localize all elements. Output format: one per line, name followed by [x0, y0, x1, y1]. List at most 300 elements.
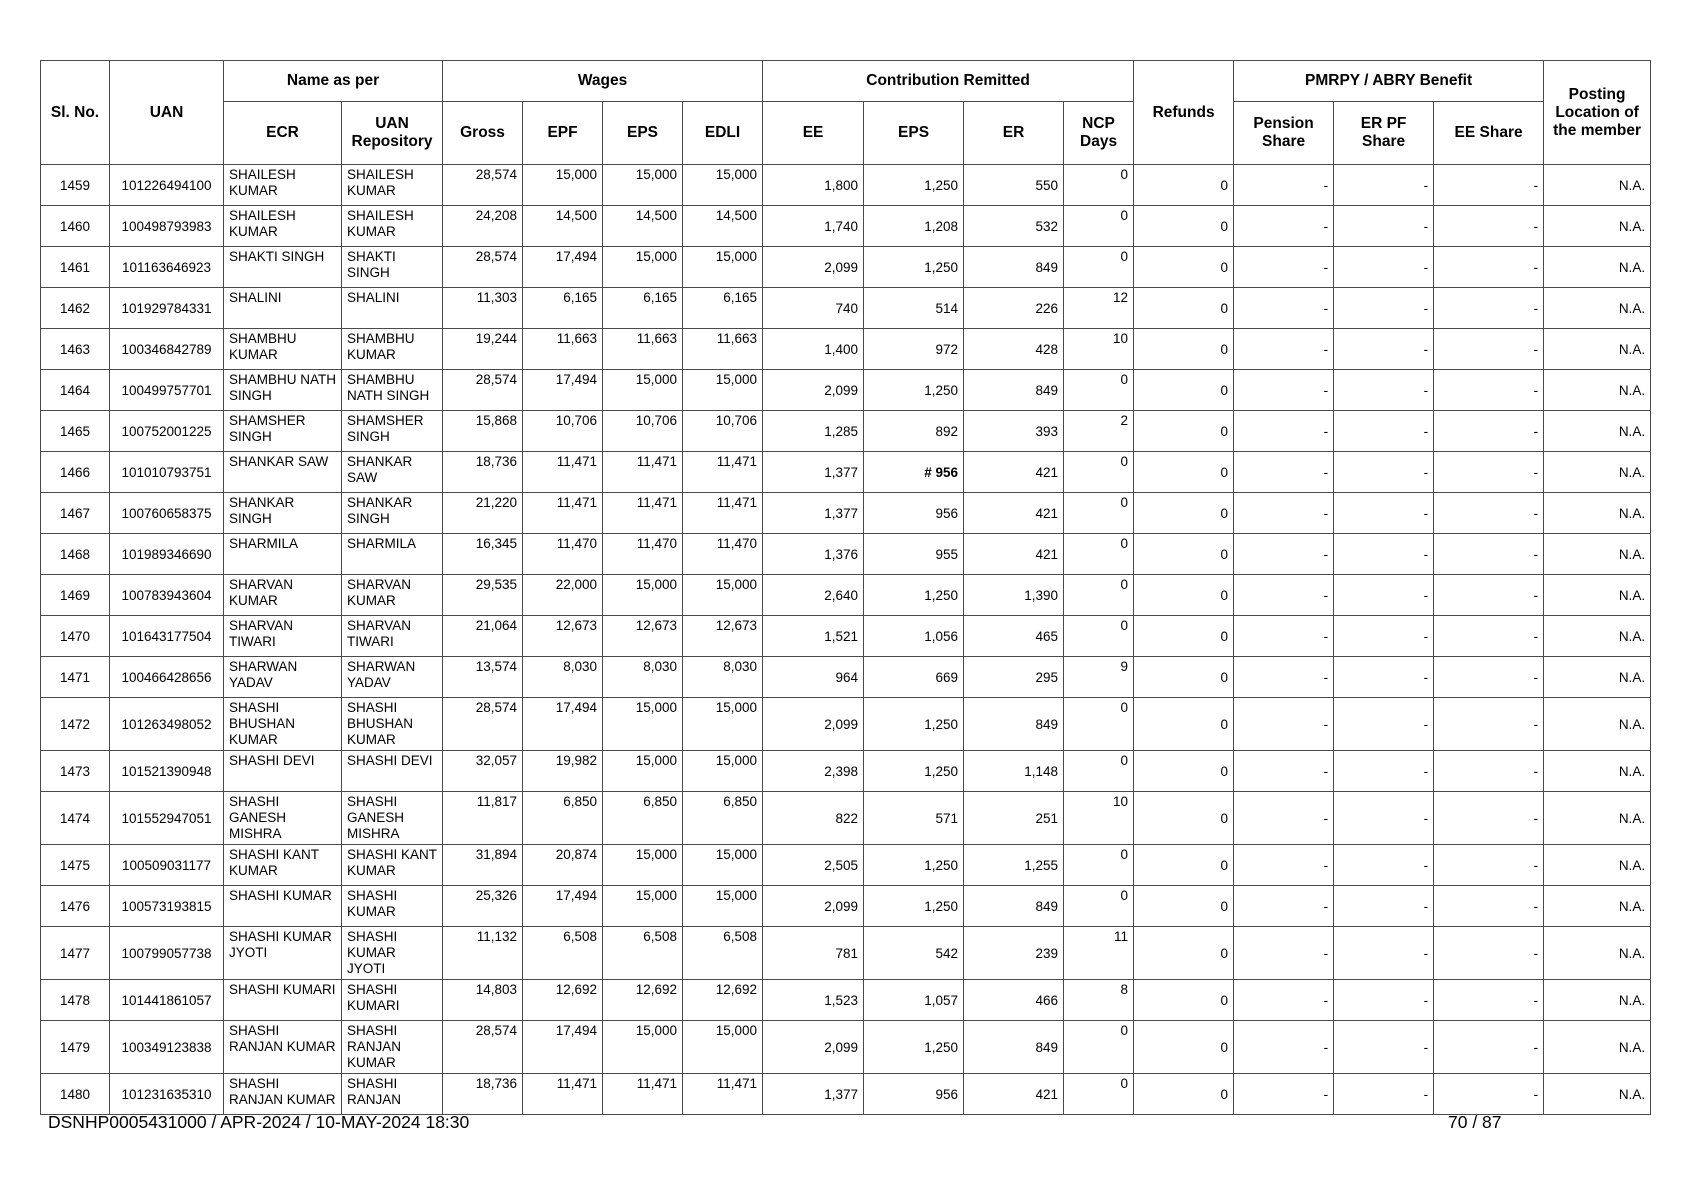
cell-er: 532 — [964, 206, 1064, 247]
cell-contrib-eps: 571 — [864, 792, 964, 845]
cell-gross: 18,736 — [443, 452, 523, 493]
cell-eps: 15,000 — [603, 165, 683, 206]
cell-eps: 15,000 — [603, 370, 683, 411]
cell-ee-share: - — [1434, 288, 1544, 329]
cell-posting: N.A. — [1544, 1074, 1651, 1115]
cell-eps: 11,470 — [603, 534, 683, 575]
table-row — [41, 1074, 1651, 1115]
cell-contrib-eps: 892 — [864, 411, 964, 452]
cell-ee: 1,400 — [763, 329, 864, 370]
cell-repository-name: SHAKTI SINGH — [342, 247, 443, 288]
cell-edli: 11,471 — [683, 493, 763, 534]
cell-repository-name: SHASHI KUMAR JYOTI — [342, 927, 443, 980]
cell-contrib-eps: 1,208 — [864, 206, 964, 247]
cell-refunds: 0 — [1134, 575, 1234, 616]
cell-ncp-days: 0 — [1064, 1021, 1134, 1074]
cell-ee: 2,099 — [763, 1021, 864, 1074]
cell-gross: 11,132 — [443, 927, 523, 980]
cell-sl-no: 1469 — [41, 575, 110, 616]
cell-contrib-eps: 972 — [864, 329, 964, 370]
cell-ncp-days: 0 — [1064, 370, 1134, 411]
cell-er-pf-share: - — [1334, 206, 1434, 247]
cell-er: 1,255 — [964, 845, 1064, 886]
cell-ncp-days: 0 — [1064, 165, 1134, 206]
cell-pension-share: - — [1234, 247, 1334, 288]
cell-pension-share: - — [1234, 927, 1334, 980]
cell-gross: 28,574 — [443, 698, 523, 751]
cell-uan: 101231635310 — [110, 1074, 224, 1115]
cell-gross: 13,574 — [443, 657, 523, 698]
cell-epf: 11,471 — [523, 1074, 603, 1115]
cell-eps: 15,000 — [603, 1021, 683, 1074]
cell-ee-share: - — [1434, 1074, 1544, 1115]
cell-epf: 19,982 — [523, 751, 603, 792]
cell-posting: N.A. — [1544, 165, 1651, 206]
cell-posting: N.A. — [1544, 657, 1651, 698]
cell-er: 466 — [964, 980, 1064, 1021]
cell-gross: 18,736 — [443, 1074, 523, 1115]
cell-uan: 100498793983 — [110, 206, 224, 247]
cell-epf: 17,494 — [523, 370, 603, 411]
cell-ee-share: - — [1434, 206, 1544, 247]
cell-ee: 2,099 — [763, 247, 864, 288]
cell-ncp-days: 8 — [1064, 980, 1134, 1021]
cell-ncp-days: 0 — [1064, 698, 1134, 751]
cell-sl-no: 1471 — [41, 657, 110, 698]
cell-ecr-name: SHANKAR SINGH — [224, 493, 342, 534]
cell-er-pf-share: - — [1334, 698, 1434, 751]
cell-gross: 31,894 — [443, 845, 523, 886]
cell-er-pf-share: - — [1334, 288, 1434, 329]
cell-er-pf-share: - — [1334, 493, 1434, 534]
cell-ee: 740 — [763, 288, 864, 329]
cell-ee: 2,099 — [763, 886, 864, 927]
cell-er-pf-share: - — [1334, 845, 1434, 886]
cell-repository-name: SHASHI KUMARI — [342, 980, 443, 1021]
cell-ecr-name: SHASHI GANESH MISHRA — [224, 792, 342, 845]
cell-pension-share: - — [1234, 698, 1334, 751]
table-row — [41, 370, 1651, 411]
cell-refunds: 0 — [1134, 411, 1234, 452]
table-row — [41, 1021, 1651, 1074]
table-row — [41, 452, 1651, 493]
cell-ecr-name: SHAMSHER SINGH — [224, 411, 342, 452]
cell-gross: 28,574 — [443, 165, 523, 206]
cell-sl-no: 1472 — [41, 698, 110, 751]
cell-repository-name: SHAILESH KUMAR — [342, 165, 443, 206]
cell-edli: 11,663 — [683, 329, 763, 370]
cell-gross: 28,574 — [443, 247, 523, 288]
cell-er-pf-share: - — [1334, 411, 1434, 452]
table-row — [41, 206, 1651, 247]
cell-posting: N.A. — [1544, 575, 1651, 616]
cell-gross: 16,345 — [443, 534, 523, 575]
cell-sl-no: 1468 — [41, 534, 110, 575]
cell-ee: 1,523 — [763, 980, 864, 1021]
cell-ncp-days: 0 — [1064, 206, 1134, 247]
cell-repository-name: SHASHI KANT KUMAR — [342, 845, 443, 886]
cell-sl-no: 1463 — [41, 329, 110, 370]
cell-ncp-days: 0 — [1064, 575, 1134, 616]
cell-gross: 11,817 — [443, 792, 523, 845]
cell-repository-name: SHASHI DEVI — [342, 751, 443, 792]
cell-uan: 101643177504 — [110, 616, 224, 657]
cell-repository-name: SHANKAR SINGH — [342, 493, 443, 534]
cell-edli: 15,000 — [683, 698, 763, 751]
table-row — [41, 534, 1651, 575]
cell-edli: 11,471 — [683, 1074, 763, 1115]
cell-repository-name: SHASHI RANJAN — [342, 1074, 443, 1115]
cell-contrib-eps: 1,250 — [864, 575, 964, 616]
cell-sl-no: 1479 — [41, 1021, 110, 1074]
cell-uan: 100783943604 — [110, 575, 224, 616]
table-row — [41, 657, 1651, 698]
cell-ecr-name: SHAMBHU NATH SINGH — [224, 370, 342, 411]
cell-contrib-eps: 1,056 — [864, 616, 964, 657]
cell-ncp-days: 0 — [1064, 845, 1134, 886]
cell-ee-share: - — [1434, 657, 1544, 698]
cell-refunds: 0 — [1134, 247, 1234, 288]
cell-refunds: 0 — [1134, 698, 1234, 751]
cell-ee: 1,377 — [763, 1074, 864, 1115]
cell-er: 421 — [964, 452, 1064, 493]
col-epf: EPF — [523, 102, 603, 165]
cell-epf: 17,494 — [523, 886, 603, 927]
document-reference: DSNHP0005431000 / APR-2024 / 10-MAY-2024 18:30 — [48, 1112, 470, 1132]
cell-ee: 2,398 — [763, 751, 864, 792]
cell-ee-share: - — [1434, 980, 1544, 1021]
cell-er-pf-share: - — [1334, 165, 1434, 206]
cell-er: 550 — [964, 165, 1064, 206]
table-row — [41, 288, 1651, 329]
cell-gross: 14,803 — [443, 980, 523, 1021]
cell-er-pf-share: - — [1334, 792, 1434, 845]
cell-ncp-days: 0 — [1064, 493, 1134, 534]
cell-refunds: 0 — [1134, 534, 1234, 575]
cell-refunds: 0 — [1134, 452, 1234, 493]
cell-eps: 6,850 — [603, 792, 683, 845]
cell-epf: 6,508 — [523, 927, 603, 980]
cell-posting: N.A. — [1544, 452, 1651, 493]
cell-contrib-eps: 514 — [864, 288, 964, 329]
cell-ecr-name: SHASHI KANT KUMAR — [224, 845, 342, 886]
cell-edli: 15,000 — [683, 1021, 763, 1074]
cell-pension-share: - — [1234, 886, 1334, 927]
col-group-wages: Wages — [443, 61, 763, 102]
table-body — [41, 165, 1651, 1115]
cell-er-pf-share: - — [1334, 657, 1434, 698]
cell-pension-share: - — [1234, 616, 1334, 657]
cell-repository-name: SHASHI BHUSHAN KUMAR — [342, 698, 443, 751]
cell-er: 465 — [964, 616, 1064, 657]
cell-epf: 6,165 — [523, 288, 603, 329]
cell-ecr-name: SHAKTI SINGH — [224, 247, 342, 288]
cell-gross: 21,220 — [443, 493, 523, 534]
cell-edli: 11,470 — [683, 534, 763, 575]
cell-ee-share: - — [1434, 452, 1544, 493]
cell-eps: 11,471 — [603, 452, 683, 493]
cell-ecr-name: SHALINI — [224, 288, 342, 329]
cell-ncp-days: 2 — [1064, 411, 1134, 452]
table-row — [41, 165, 1651, 206]
cell-ecr-name: SHASHI KUMAR JYOTI — [224, 927, 342, 980]
cell-repository-name: SHARVAN KUMAR — [342, 575, 443, 616]
cell-edli: 12,692 — [683, 980, 763, 1021]
col-uan-repository: UAN Repository — [342, 102, 443, 165]
cell-gross: 32,057 — [443, 751, 523, 792]
cell-pension-share: - — [1234, 370, 1334, 411]
cell-er-pf-share: - — [1334, 452, 1434, 493]
cell-eps: 11,471 — [603, 493, 683, 534]
cell-edli: 15,000 — [683, 845, 763, 886]
cell-uan: 101163646923 — [110, 247, 224, 288]
cell-sl-no: 1460 — [41, 206, 110, 247]
cell-posting: N.A. — [1544, 845, 1651, 886]
cell-posting: N.A. — [1544, 792, 1651, 845]
cell-edli: 6,850 — [683, 792, 763, 845]
cell-sl-no: 1474 — [41, 792, 110, 845]
table-row — [41, 575, 1651, 616]
cell-refunds: 0 — [1134, 792, 1234, 845]
cell-ee-share: - — [1434, 698, 1544, 751]
col-pension-share: Pension Share — [1234, 102, 1334, 165]
table-row — [41, 698, 1651, 751]
cell-er: 849 — [964, 370, 1064, 411]
cell-edli: 15,000 — [683, 247, 763, 288]
col-group-contribution: Contribution Remitted — [763, 61, 1134, 102]
cell-eps: 12,673 — [603, 616, 683, 657]
col-er: ER — [964, 102, 1064, 165]
cell-contrib-eps: 1,250 — [864, 845, 964, 886]
cell-ecr-name: SHARMILA — [224, 534, 342, 575]
cell-repository-name: SHAMSHER SINGH — [342, 411, 443, 452]
cell-er: 421 — [964, 534, 1064, 575]
cell-repository-name: SHARVAN TIWARI — [342, 616, 443, 657]
cell-eps: 11,471 — [603, 1074, 683, 1115]
cell-epf: 14,500 — [523, 206, 603, 247]
cell-ee: 2,640 — [763, 575, 864, 616]
cell-er: 421 — [964, 1074, 1064, 1115]
cell-contrib-eps: 1,057 — [864, 980, 964, 1021]
cell-edli: 10,706 — [683, 411, 763, 452]
cell-epf: 11,470 — [523, 534, 603, 575]
cell-ee-share: - — [1434, 493, 1544, 534]
cell-ee-share: - — [1434, 370, 1544, 411]
cell-ee-share: - — [1434, 886, 1544, 927]
cell-er: 1,148 — [964, 751, 1064, 792]
table-row — [41, 247, 1651, 288]
cell-epf: 17,494 — [523, 1021, 603, 1074]
cell-refunds: 0 — [1134, 288, 1234, 329]
cell-refunds: 0 — [1134, 165, 1234, 206]
cell-edli: 15,000 — [683, 370, 763, 411]
cell-refunds: 0 — [1134, 845, 1234, 886]
col-group-pmrpy: PMRPY / ABRY Benefit — [1234, 61, 1544, 102]
cell-refunds: 0 — [1134, 751, 1234, 792]
cell-epf: 6,850 — [523, 792, 603, 845]
cell-ee-share: - — [1434, 1021, 1544, 1074]
cell-contrib-eps: 956 — [864, 493, 964, 534]
cell-uan: 101263498052 — [110, 698, 224, 751]
cell-eps: 6,165 — [603, 288, 683, 329]
cell-uan: 100499757701 — [110, 370, 224, 411]
cell-ecr-name: SHANKAR SAW — [224, 452, 342, 493]
cell-er: 239 — [964, 927, 1064, 980]
table-row — [41, 792, 1651, 845]
cell-ecr-name: SHASHI RANJAN KUMAR — [224, 1021, 342, 1074]
cell-epf: 15,000 — [523, 165, 603, 206]
cell-epf: 17,494 — [523, 698, 603, 751]
cell-edli: 15,000 — [683, 575, 763, 616]
cell-gross: 29,535 — [443, 575, 523, 616]
cell-er: 849 — [964, 247, 1064, 288]
cell-posting: N.A. — [1544, 927, 1651, 980]
cell-contrib-eps: 955 — [864, 534, 964, 575]
cell-contrib-eps: 956 — [864, 1074, 964, 1115]
page-number: 70 / 87 — [1448, 1112, 1502, 1132]
cell-eps: 14,500 — [603, 206, 683, 247]
cell-er-pf-share: - — [1334, 980, 1434, 1021]
cell-er-pf-share: - — [1334, 751, 1434, 792]
cell-gross: 21,064 — [443, 616, 523, 657]
cell-eps: 10,706 — [603, 411, 683, 452]
cell-posting: N.A. — [1544, 288, 1651, 329]
cell-ee: 1,285 — [763, 411, 864, 452]
cell-contrib-eps: 669 — [864, 657, 964, 698]
cell-er: 251 — [964, 792, 1064, 845]
cell-uan: 101552947051 — [110, 792, 224, 845]
cell-pension-share: - — [1234, 329, 1334, 370]
cell-gross: 25,326 — [443, 886, 523, 927]
col-ee-share: EE Share — [1434, 102, 1544, 165]
cell-uan: 100509031177 — [110, 845, 224, 886]
cell-ee-share: - — [1434, 616, 1544, 657]
cell-sl-no: 1466 — [41, 452, 110, 493]
cell-contrib-eps: 1,250 — [864, 370, 964, 411]
cell-edli: 14,500 — [683, 206, 763, 247]
cell-sl-no: 1465 — [41, 411, 110, 452]
cell-pension-share: - — [1234, 792, 1334, 845]
cell-ncp-days: 9 — [1064, 657, 1134, 698]
cell-pension-share: - — [1234, 493, 1334, 534]
cell-uan: 100346842789 — [110, 329, 224, 370]
cell-repository-name: SHARWAN YADAV — [342, 657, 443, 698]
cell-er-pf-share: - — [1334, 534, 1434, 575]
cell-uan: 101989346690 — [110, 534, 224, 575]
cell-uan: 101226494100 — [110, 165, 224, 206]
cell-ncp-days: 11 — [1064, 927, 1134, 980]
col-group-name-as-per: Name as per — [224, 61, 443, 102]
cell-contrib-eps: # 956 — [864, 452, 964, 493]
cell-ee-share: - — [1434, 845, 1544, 886]
cell-ecr-name: SHARVAN TIWARI — [224, 616, 342, 657]
cell-ncp-days: 0 — [1064, 247, 1134, 288]
cell-uan: 101521390948 — [110, 751, 224, 792]
cell-ecr-name: SHAILESH KUMAR — [224, 206, 342, 247]
col-ee: EE — [763, 102, 864, 165]
cell-posting: N.A. — [1544, 1021, 1651, 1074]
cell-repository-name: SHASHI RANJAN KUMAR — [342, 1021, 443, 1074]
cell-sl-no: 1475 — [41, 845, 110, 886]
cell-eps: 15,000 — [603, 751, 683, 792]
cell-uan: 101929784331 — [110, 288, 224, 329]
cell-eps: 15,000 — [603, 845, 683, 886]
cell-er-pf-share: - — [1334, 247, 1434, 288]
cell-refunds: 0 — [1134, 329, 1234, 370]
cell-ee: 964 — [763, 657, 864, 698]
cell-eps: 12,692 — [603, 980, 683, 1021]
cell-pension-share: - — [1234, 452, 1334, 493]
cell-sl-no: 1464 — [41, 370, 110, 411]
cell-ecr-name: SHARWAN YADAV — [224, 657, 342, 698]
cell-er: 421 — [964, 493, 1064, 534]
cell-repository-name: SHANKAR SAW — [342, 452, 443, 493]
cell-ee-share: - — [1434, 751, 1544, 792]
cell-edli: 8,030 — [683, 657, 763, 698]
cell-pension-share: - — [1234, 534, 1334, 575]
cell-posting: N.A. — [1544, 206, 1651, 247]
cell-ncp-days: 10 — [1064, 792, 1134, 845]
cell-contrib-eps: 1,250 — [864, 698, 964, 751]
cell-refunds: 0 — [1134, 657, 1234, 698]
cell-uan: 100799057738 — [110, 927, 224, 980]
cell-ee: 2,099 — [763, 698, 864, 751]
cell-epf: 11,471 — [523, 452, 603, 493]
cell-repository-name: SHASHI GANESH MISHRA — [342, 792, 443, 845]
cell-er: 393 — [964, 411, 1064, 452]
cell-refunds: 0 — [1134, 616, 1234, 657]
table-row — [41, 845, 1651, 886]
cell-ee: 1,377 — [763, 452, 864, 493]
cell-uan: 100466428656 — [110, 657, 224, 698]
cell-ncp-days: 0 — [1064, 751, 1134, 792]
cell-ncp-days: 10 — [1064, 329, 1134, 370]
cell-contrib-eps: 1,250 — [864, 165, 964, 206]
cell-eps: 15,000 — [603, 698, 683, 751]
col-ncp-days: NCP Days — [1064, 102, 1134, 165]
cell-contrib-eps: 1,250 — [864, 247, 964, 288]
cell-pension-share: - — [1234, 206, 1334, 247]
cell-posting: N.A. — [1544, 886, 1651, 927]
cell-pension-share: - — [1234, 845, 1334, 886]
cell-posting: N.A. — [1544, 751, 1651, 792]
col-gross: Gross — [443, 102, 523, 165]
cell-er-pf-share: - — [1334, 1021, 1434, 1074]
cell-sl-no: 1477 — [41, 927, 110, 980]
cell-ee-share: - — [1434, 411, 1544, 452]
cell-refunds: 0 — [1134, 980, 1234, 1021]
cell-er: 226 — [964, 288, 1064, 329]
cell-ecr-name: SHASHI DEVI — [224, 751, 342, 792]
col-posting: Posting Location of the member — [1544, 61, 1651, 165]
cell-uan: 100573193815 — [110, 886, 224, 927]
cell-sl-no: 1467 — [41, 493, 110, 534]
cell-eps: 15,000 — [603, 575, 683, 616]
cell-uan: 101441861057 — [110, 980, 224, 1021]
cell-epf: 20,874 — [523, 845, 603, 886]
cell-er: 849 — [964, 698, 1064, 751]
cell-gross: 28,574 — [443, 1021, 523, 1074]
cell-ee: 781 — [763, 927, 864, 980]
ecr-table — [40, 60, 1651, 1115]
cell-epf: 12,692 — [523, 980, 603, 1021]
col-sl-no: Sl. No. — [41, 61, 110, 165]
cell-er-pf-share: - — [1334, 886, 1434, 927]
cell-edli: 15,000 — [683, 751, 763, 792]
cell-er: 849 — [964, 886, 1064, 927]
cell-refunds: 0 — [1134, 886, 1234, 927]
cell-ee: 2,505 — [763, 845, 864, 886]
